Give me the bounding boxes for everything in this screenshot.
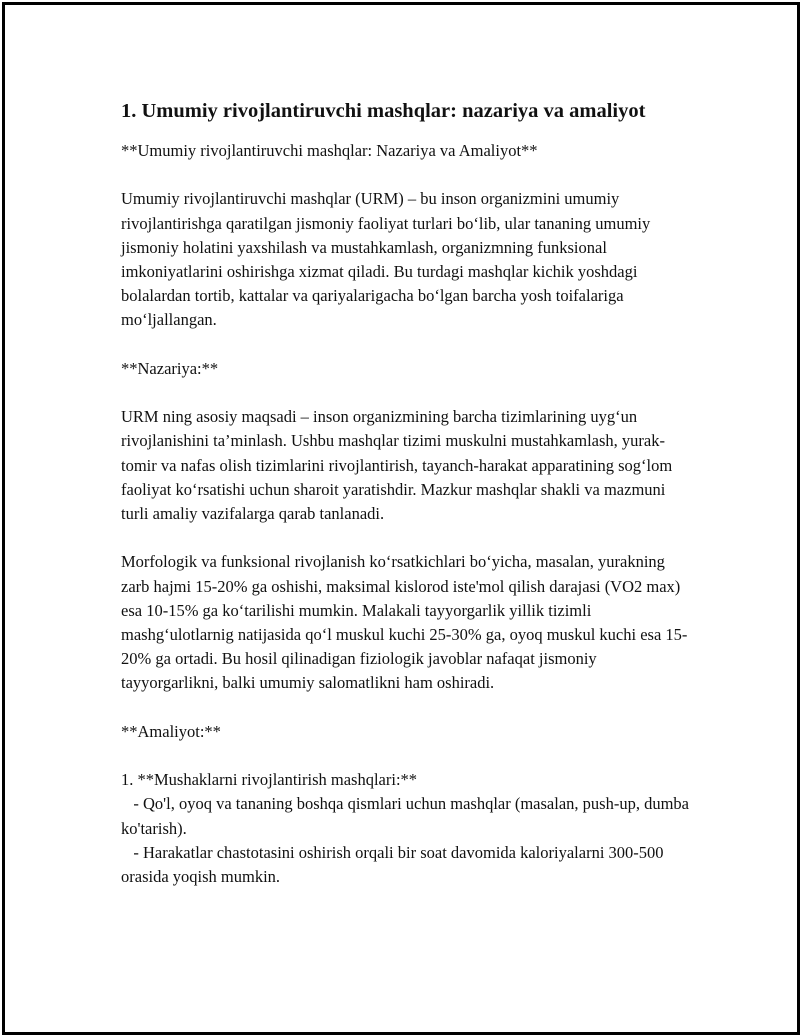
paragraph-nazariya-body: URM ning asosiy maqsadi – inson organizmining barcha tizimlarining uyg‘un rivojlanishini ta’minlash. Ushbu mashqlar tizimi muskulni mustahkamlash, yurak-tomir va nafas olish tizimlarini rivojlantirish, tayanch-harakat apparatining sog‘lom faoliyat ko‘rsatishi uchun sharoit yaratishdir. Mazkur mashqlar shakli va mazmuni turli amaliy vazifalarga qarab tanlanadi. <box>121 407 677 523</box>
document-body <box>121 97 696 913</box>
paragraph-amaliyot-list: 1. **Mushaklarni rivojlantirish mashqlari:** - Qo'l, oyoq va tananing boshqa qismlari uchun mashqlar (masalan, push-up, dumba ko'tarish). - Harakatlar chastotasini oshirish orqali bir soat davomida kaloriyalarni 300-500 orasida yoqish mumkin. <box>121 770 689 886</box>
paragraph-nazariya-label: **Nazariya:** <box>121 358 219 378</box>
page-frame <box>2 2 800 1035</box>
document-heading: 1. Umumiy rivojlantiruvchi mashqlar: nazariya va amaliyot <box>121 100 646 122</box>
paragraph-amaliyot-label: **Amaliyot:** <box>121 721 221 741</box>
paragraph-morfologik: Morfologik va funksional rivojlanish ko‘rsatkichlari bo‘yicha, masalan, yurakning zarb hajmi 15-20% ga oshishi, maksimal kislorod iste'mol qilish darajasi (VO2 max) esa 10-15% ga ko‘tarilishi mumkin. Malakali tayyorgarlik yillik tizimli mashg‘ulotlarnig natijasida qo‘l muskul kuchi 25-30% ga, oyoq muskul kuchi esa 15-20% ga ortadi. Bu hosil qilinadigan fiziologik javoblar nafaqat jismoniy tayyorgarlikni, balki umumiy salomatlikni ham oshiradi. <box>121 552 688 693</box>
paragraph-intro: Umumiy rivojlantiruvchi mashqlar (URM) – bu inson organizmini umumiy rivojlantirishga qaratilgan jismoniy faoliyat turlari bo‘lib, ular tananing umumiy jismoniy holatini yaxshilash va mustahkamlash, organizmning funksional imkoniyatlarini oshirishga xizmat qiladi. Bu turdagi mashqlar kichik yoshdagi bolalardan tortib, kattalar va qariyalarigacha bo‘lgan barcha yosh toifalariga mo‘ljallangan. <box>121 189 655 330</box>
paragraph-subtitle: **Umumiy rivojlantiruvchi mashqlar: Nazariya va Amaliyot** <box>121 141 538 160</box>
